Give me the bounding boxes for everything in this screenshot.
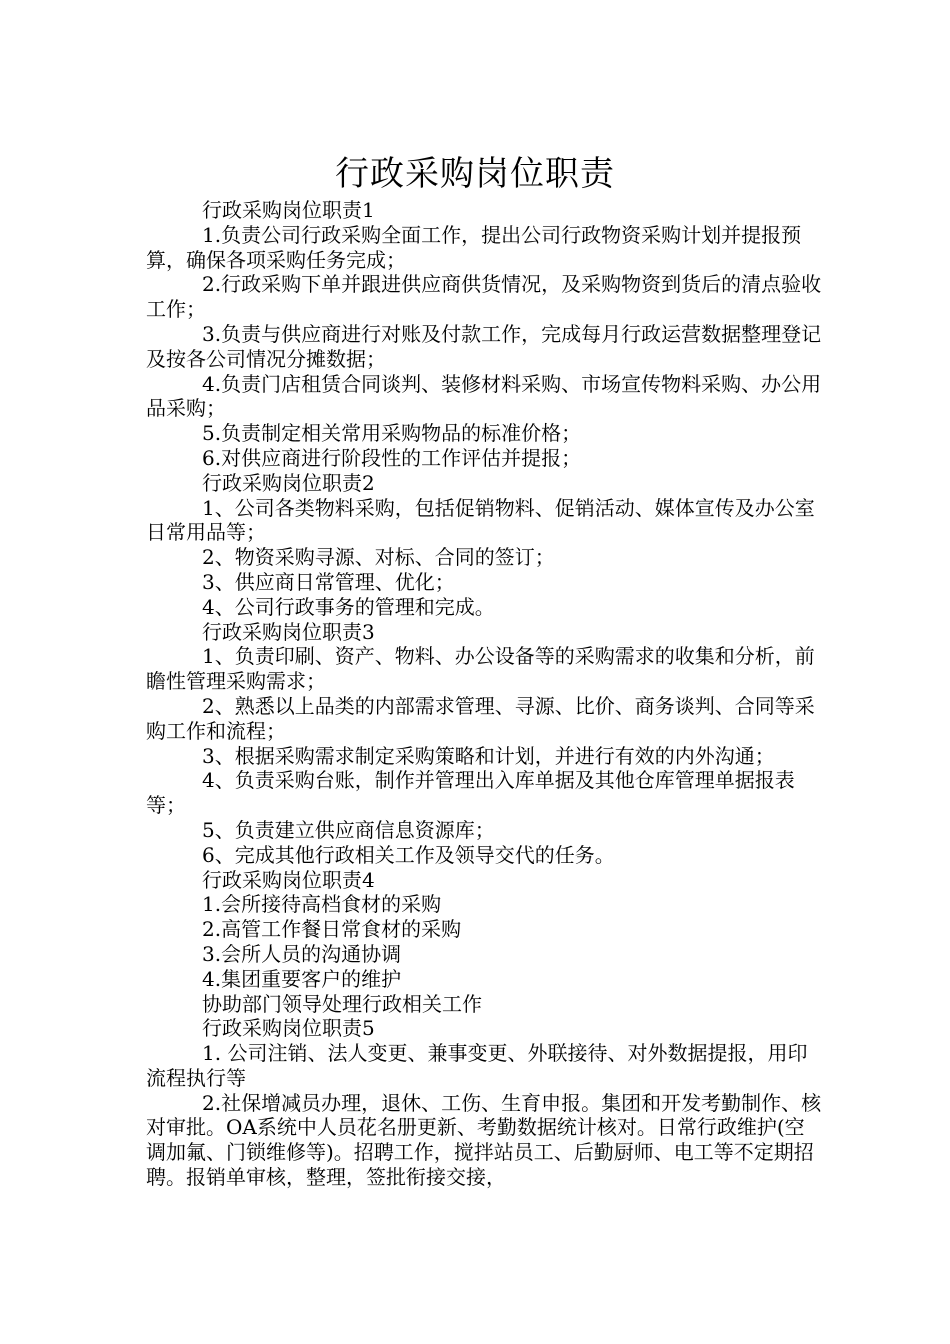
paragraph: 3、根据采购需求制定采购策略和计划，并进行有效的内外沟通； [202, 743, 775, 768]
document-body [146, 198, 822, 1190]
section-heading: 行政采购岗位职责3 [202, 619, 375, 644]
section-heading: 行政采购岗位职责1 [202, 198, 375, 222]
paragraph: 1.会所接待高档食材的采购 [202, 892, 442, 917]
paragraph: 2.行政采购下单并跟进供应商供货情况，及采购物资到货后的清点验收工作； [146, 272, 822, 322]
paragraph: 1.负责公司行政采购全面工作，提出公司行政物资采购计划并提报预算，确保各项采购任务完成； [146, 222, 802, 272]
paragraph: 4、负责采购台账，制作并管理出入库单据及其他仓库管理单据报表等； [146, 768, 795, 818]
paragraph: 2.高管工作餐日常食材的采购 [202, 917, 462, 942]
paragraph: 5、负责建立供应商信息资源库； [202, 817, 495, 842]
section-heading: 行政采购岗位职责2 [202, 470, 375, 495]
paragraph: 4.负责门店租赁合同谈判、装修材料采购、市场宣传物料采购、办公用品采购； [146, 371, 822, 421]
paragraph: 6.对供应商进行阶段性的工作评估并提报； [202, 445, 582, 470]
paragraph: 3.会所人员的沟通协调 [202, 941, 402, 966]
paragraph: 1、公司各类物料采购，包括促销物料、促销活动、媒体宣传及办公室日常用品等； [146, 495, 815, 545]
paragraph: 协助部门领导处理行政相关工作 [202, 991, 482, 1016]
section-heading: 行政采购岗位职责5 [202, 1016, 375, 1041]
paragraph: 5.负责制定相关常用采购物品的标准价格； [202, 421, 582, 446]
paragraph: 2.社保增减员办理，退休、工伤、生育申报。集团和开发考勤制作、核对审批。OA系统中人员花名册更新、考勤数据统计核对。日常行政维护(空调加氟、门锁维修等)。招聘工作，搅拌站员工、后勤厨师、电工等不定期招聘。报销单审核，整理，签批衔接交接， [146, 1090, 822, 1190]
document-title: 行政采购岗位职责 [335, 153, 615, 194]
paragraph: 4.集团重要客户的维护 [202, 966, 402, 991]
paragraph: 3.负责与供应商进行对账及付款工作，完成每月行政运营数据整理登记及按各公司情况分摊数据； [146, 321, 822, 371]
paragraph: 1. 公司注销、法人变更、兼事变更、外联接待、对外数据提报，用印流程执行等 [146, 1041, 808, 1090]
paragraph: 6、完成其他行政相关工作及领导交代的任务。 [202, 842, 615, 867]
paragraph: 2、熟悉以上品类的内部需求管理、寻源、比价、商务谈判、合同等采购工作和流程； [146, 693, 815, 743]
section-heading: 行政采购岗位职责4 [202, 867, 375, 892]
paragraph: 3、供应商日常管理、优化； [202, 569, 455, 594]
paragraph: 4、公司行政事务的管理和完成。 [202, 594, 495, 619]
paragraph: 1、负责印刷、资产、物料、办公设备等的采购需求的收集和分析，前瞻性管理采购需求； [146, 644, 815, 694]
paragraph: 2、物资采购寻源、对标、合同的签订； [202, 545, 555, 570]
